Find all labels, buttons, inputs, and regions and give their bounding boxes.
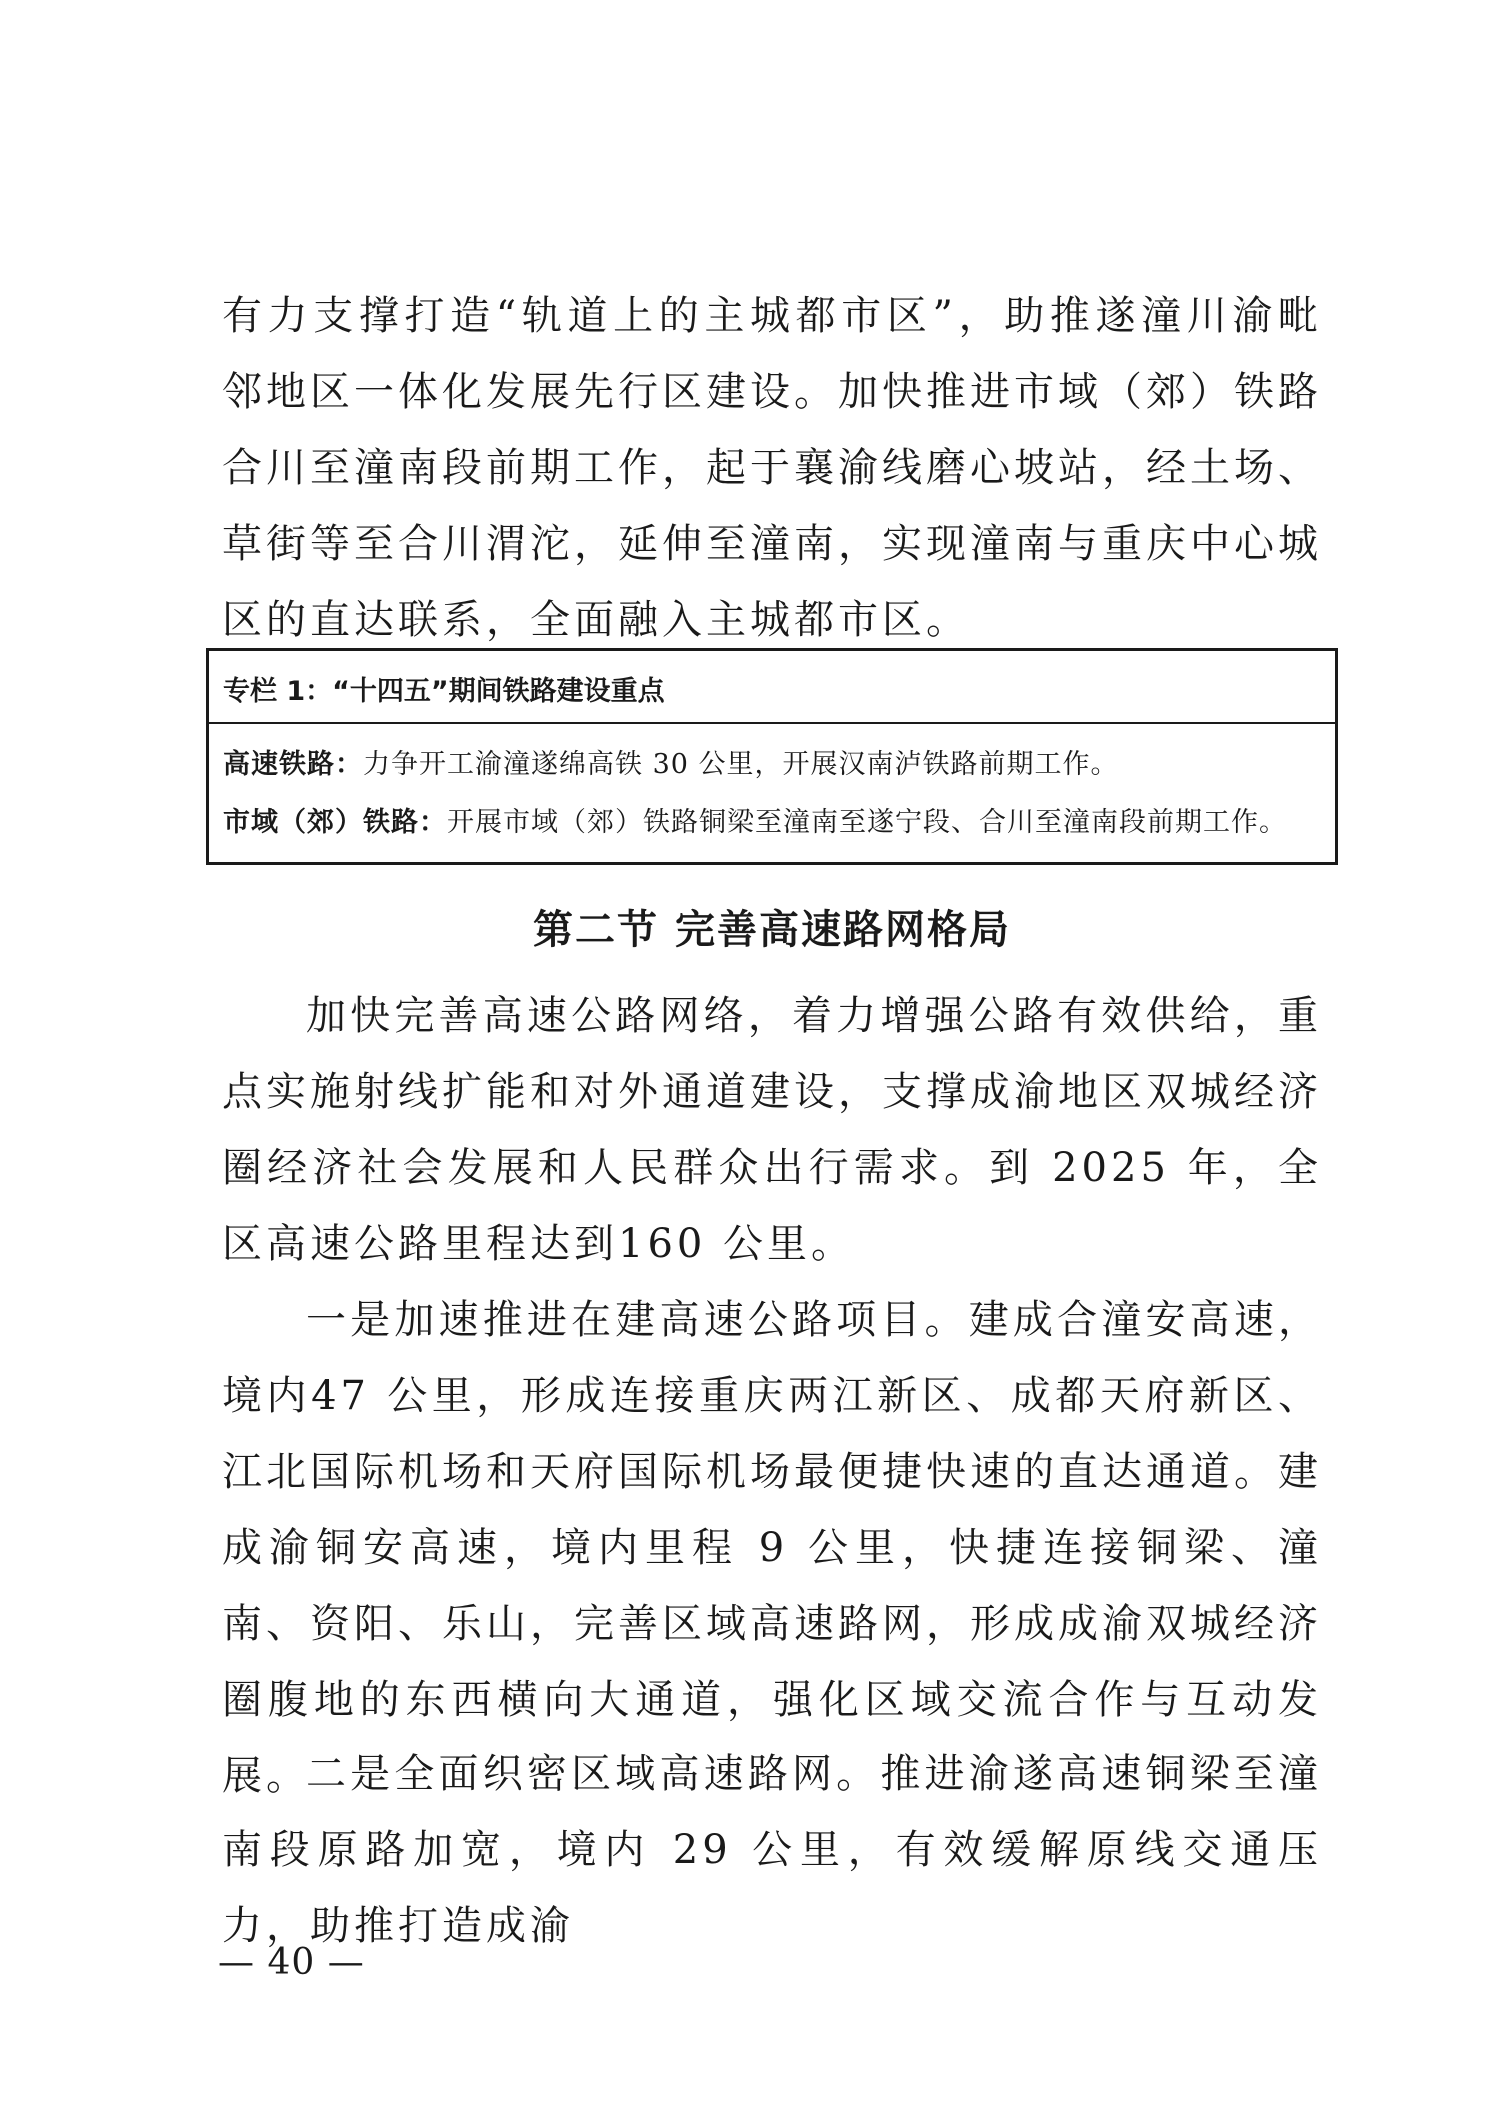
column-box-item-label: 高速铁路：: [223, 749, 363, 780]
section-title: 第二节 完善高速路网格局: [533, 907, 1011, 953]
column-box-item-text: 开展市域（郊）铁路铜梁至潼南至遂宁段、合川至潼南段前期工作。: [447, 807, 1287, 838]
column-box: [206, 648, 1338, 865]
paragraph-text: 建成合潼安高速，境内47 公里，形成连接重庆两江新区、成都天府新区、江北国际机场和天府国际机场最便捷快速的直达通道。建成渝铜安高速，境内里程 9 公里，快捷连接铜梁、潼南、资阳、乐山，完善区域高速路网，形成成渝双城经济圈腹地的东西横向大通道，强化区域交流合作与互动发展。: [222, 1297, 1323, 1799]
paragraph-lead: 一是加速推进在建高速公路项目。: [306, 1297, 969, 1343]
paragraph-text: 加快完善高速公路网络，着力增强公路有效供给，重点实施射线扩能和对外通道建设，支撑成渝地区双城经济圈经济社会发展和人民群众出行需求。到 2025 年，全区高速公路里程达到160 公里。: [222, 993, 1322, 1267]
page-number: — 40 —: [218, 1942, 365, 1983]
body-paragraph: [222, 1736, 1322, 1964]
column-box-title: 专栏 1：“十四五”期间铁路建设重点: [209, 651, 1335, 724]
paragraph-lead: 二是全面织密区域高速路网。: [306, 1751, 881, 1797]
paragraph-text: 推进渝遂高速铜梁至潼南段原路加宽，境内 29 公里，有效缓解原线交通压力，助推打造成渝: [222, 1751, 1323, 1949]
column-box-item: [223, 736, 1321, 794]
body-paragraph: [222, 1282, 1322, 1814]
intro-paragraph: 有力支撑打造“轨道上的主城都市区”，助推遂潼川渝毗邻地区一体化发展先行区建设。加快推进市域（郊）铁路合川至潼南段前期工作，起于襄渝线磨心坡站，经土场、草街等至合川渭沱，延伸至潼南，实现潼南与重庆中心城区的直达联系，全面融入主城都市区。: [222, 293, 1322, 643]
body-paragraph: [222, 978, 1322, 1282]
column-box-item-label: 市域（郊）铁路：: [223, 807, 447, 838]
column-box-body: [209, 724, 1335, 862]
column-box-item: [223, 794, 1321, 852]
column-box-item-text: 力争开工渝潼遂绵高铁 30 公里，开展汉南泸铁路前期工作。: [363, 749, 1119, 780]
